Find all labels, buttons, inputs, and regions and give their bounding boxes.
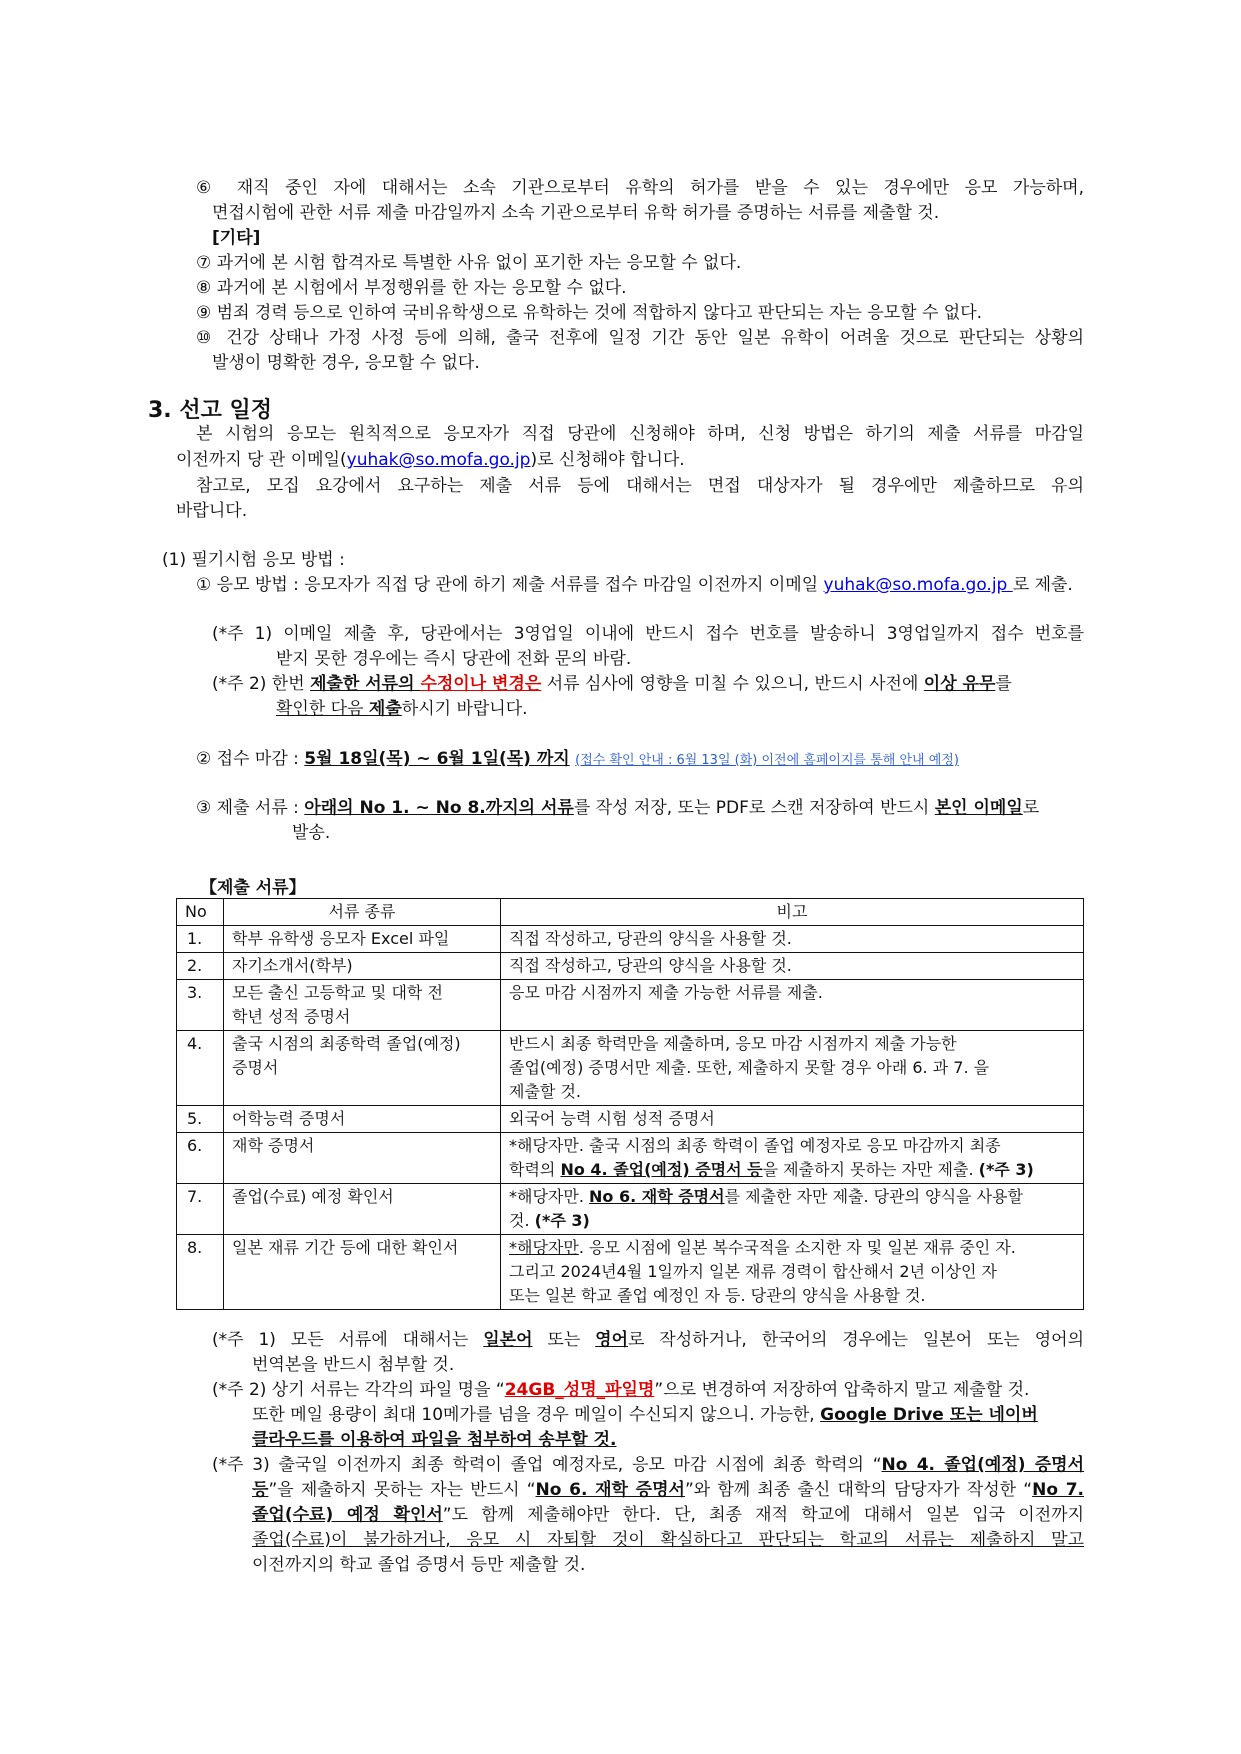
written-exam-heading: (1) 필기시험 응모 방법 : <box>162 550 345 570</box>
footnote-3-cont-2 <box>252 1503 1084 1527</box>
note-2-d: 서류 심사에 영향을 미칠 수 있으니, 반드시 사전에 <box>541 674 924 694</box>
fn3-a: (*주 3) 출국일 이전까지 최종 학력이 졸업 예정자로, 응모 마감 시점에 최종 학력의 “ <box>212 1455 882 1475</box>
row-kind: 어학능력 증명서 <box>224 1106 501 1133</box>
row-no: 8. <box>177 1235 224 1310</box>
row-remark-line: 제출할 것. <box>509 1082 581 1101</box>
row-kind: 졸업(수료) 예정 확인서 <box>224 1184 501 1235</box>
fn2-c: ”으로 변경하여 저장하여 압축하지 말고 제출할 것. <box>654 1380 1030 1400</box>
remark-emph: No 4. 졸업(예정) 증명서 등 <box>560 1160 763 1179</box>
fn2-line2-b: Google Drive 또는 네이버 <box>820 1405 1038 1425</box>
apply-method-text: ① 응모 방법 : 응모자가 직접 당 관에 하기 제출 서류를 접수 마감일 이전까지 이메일 <box>196 575 824 595</box>
row-kind: 자기소개서(학부) <box>224 953 501 980</box>
row-remark-line: 또는 일본 학교 졸업 예정인 자 등. 당관의 양식을 사용할 것. <box>509 1286 926 1305</box>
submit-docs-d: 본인 이메일 <box>934 798 1023 818</box>
row-remark <box>501 1133 1084 1184</box>
footnote-2-cont <box>252 1403 1038 1427</box>
note-2-a: (*주 2) 한번 <box>212 674 311 694</box>
row-kind-line: 학년 성적 증명서 <box>232 1007 351 1026</box>
row-kind-line: 모든 출신 고등학교 및 대학 전 <box>232 983 443 1002</box>
note-2-cont <box>276 697 528 721</box>
row-kind: 재학 증명서 <box>224 1133 501 1184</box>
note-2-line2-c: 하시기 바랍니다. <box>401 699 528 719</box>
row-remark-line: 졸업(예정) 증명서만 제출. 또한, 제출하지 못할 경우 아래 6. 과 7. 을 <box>509 1058 990 1077</box>
documents-table <box>176 898 1084 1310</box>
row-remark: 직접 작성하고, 당관의 양식을 사용할 것. <box>501 953 1084 980</box>
footnote-2-cont-2: 클라우드를 이용하여 파일을 첨부하여 송부할 것. <box>252 1430 617 1450</box>
fn2-a: (*주 2) 상기 서류는 각각의 파일 명을 “ <box>212 1380 505 1400</box>
note-1: (*주 1) 이메일 제출 후, 당관에서는 3영업일 이내에 반드시 접수 번호를 발송하니 3영업일까지 접수 번호를 <box>212 624 1084 644</box>
remark-text: *해당자만. <box>509 1187 589 1206</box>
remark-text: 것. <box>509 1211 535 1230</box>
row-no: 6. <box>177 1133 224 1184</box>
fn1-a: (*주 1) 모든 서류에 대해서는 <box>212 1330 484 1350</box>
header-kind: 서류 종류 <box>224 899 501 926</box>
fn3-l2-d: ”와 함께 최종 출신 대학의 담당자가 작성한 “ <box>684 1480 1033 1500</box>
row-remark-line: 반드시 최종 학력만을 제출하며, 응모 마감 시점까지 제출 가능한 <box>509 1034 957 1053</box>
row-remark: 응모 마감 시점까지 제출 가능한 서류를 제출. <box>501 980 1084 1031</box>
submit-docs-a: ③ 제출 서류 : <box>196 798 305 818</box>
row-kind-line: 증명서 <box>232 1058 279 1077</box>
remark-note-ref: (*주 3) <box>978 1160 1034 1179</box>
header-remark: 비고 <box>501 899 1084 926</box>
footnote-3-cont <box>252 1478 1084 1502</box>
remark-text: 학력의 <box>509 1160 561 1179</box>
note-2-line2-a: 확인한 다음 <box>276 699 369 719</box>
fn1-d: 영어 <box>595 1330 628 1350</box>
row-no: 4. <box>177 1031 224 1106</box>
row-remark: 외국어 능력 시험 성적 증명서 <box>501 1106 1084 1133</box>
row-remark-line <box>509 1236 1075 1260</box>
fn1-b: 일본어 <box>483 1330 533 1350</box>
table-row <box>177 1133 1084 1184</box>
row-kind <box>224 980 501 1031</box>
fn3-l3-b: ”도 함께 제출해야만 한다. 단, 최종 재적 학교에 대해서 일본 입국 이전까지 <box>442 1505 1084 1525</box>
note-2-highlight: 수정이나 변경은 <box>420 674 542 694</box>
table-row <box>177 1031 1084 1106</box>
remark-emph: No 6. 재학 증명서 <box>589 1187 725 1206</box>
submit-docs-b: 아래의 No 1. ~ No 8.까지의 서류 <box>304 798 574 818</box>
fn1-e: 로 작성하거나, 한국어의 경우에는 일본어 또는 영어의 <box>628 1330 1084 1350</box>
remark-text: . 응모 시점에 일본 복수국적을 소지한 자 및 일본 재류 중인 자. <box>578 1238 1016 1257</box>
footnote-3-cont-4: 이전까지의 학교 졸업 증명서 등만 제출할 것. <box>252 1555 586 1575</box>
row-remark-line: 그리고 2024년4월 1일까지 일본 재류 경력이 합산해서 2년 이상인 자 <box>509 1262 997 1281</box>
note-1-cont: 받지 못한 경우에는 즉시 당관에 전화 문의 바람. <box>276 649 632 669</box>
section-3-intro-cont <box>176 448 685 472</box>
remark-emph: *해당자만 <box>509 1238 579 1257</box>
apply-method-end: 로 제출. <box>1012 575 1073 595</box>
deadline <box>196 747 959 773</box>
apply-method <box>196 573 1073 597</box>
condition-item-9: ⑨ 범죄 경력 등으로 인하여 국비유학생으로 유학하는 것에 적합하지 않다고 판단되는 자는 응모할 수 없다. <box>196 303 983 323</box>
row-remark <box>501 1235 1084 1310</box>
intro-text-end: )로 신청해야 합니다. <box>530 450 685 470</box>
table-header-row <box>177 899 1084 926</box>
table-row <box>177 953 1084 980</box>
row-kind-line: 출국 시점의 최종학력 졸업(예정) <box>232 1034 461 1053</box>
note-2-f: 를 <box>995 674 1012 694</box>
submit-docs-c: 를 작성 저장, 또는 PDF로 스캔 저장하여 반드시 <box>573 798 935 818</box>
deadline-value: 5월 18일(목) ~ 6월 1일(목) 까지 <box>304 749 570 769</box>
email-link[interactable]: yuhak@so.mofa.go.jp <box>346 450 531 470</box>
remark-note-ref: (*주 3) <box>534 1211 590 1230</box>
footnote-1-cont: 번역본을 반드시 첨부할 것. <box>252 1355 455 1375</box>
footnote-2 <box>212 1378 1029 1402</box>
row-kind: 일본 재류 기간 등에 대한 확인서 <box>224 1235 501 1310</box>
footnote-1 <box>212 1328 1084 1352</box>
section-3-title: 3. 선고 일정 <box>148 398 272 423</box>
condition-item-8: ⑧ 과거에 본 시험에서 부정행위를 한 자는 응모할 수 없다. <box>196 278 627 298</box>
note-2 <box>212 672 1012 696</box>
row-remark <box>501 1031 1084 1106</box>
submit-docs-cont: 발송. <box>292 823 331 843</box>
row-kind: 학부 유학생 응모자 Excel 파일 <box>224 926 501 953</box>
row-remark-line <box>509 1158 1075 1182</box>
section-3-note-cont: 바랍니다. <box>176 501 248 521</box>
table-row <box>177 926 1084 953</box>
row-remark-line: *해당자만. 출국 시점의 최종 학력이 졸업 예정자로 응모 마감까지 최종 <box>509 1136 1001 1155</box>
row-remark: 직접 작성하고, 당관의 양식을 사용할 것. <box>501 926 1084 953</box>
fn3-l2-e: No 7. <box>1032 1480 1084 1500</box>
apply-email-link[interactable]: yuhak@so.mofa.go.jp <box>823 575 1013 595</box>
condition-item-10: ⑩ 건강 상태나 가정 사정 등에 의해, 출국 전후에 일정 기간 동안 일본 유학이 어려울 것으로 판단되는 상황의 <box>196 328 1084 348</box>
row-no: 7. <box>177 1184 224 1235</box>
table-row <box>177 1235 1084 1310</box>
fn2-filename: 24GB_성명_파일명 <box>504 1380 655 1400</box>
condition-item-6: ⑥ 재직 중인 자에 대해서는 소속 기관으로부터 유학의 허가를 받을 수 있는 경우에만 응모 가능하며, <box>196 178 1084 198</box>
footnote-3-cont-3: 졸업(수료)이 불가하거나, 응모 시 자퇴할 것이 확실하다고 판단되는 학교의 서류는 제출하지 말고 <box>252 1530 1084 1550</box>
remark-text: 를 제출한 자만 제출. 당관의 양식을 사용할 <box>724 1187 1023 1206</box>
row-remark <box>501 1184 1084 1235</box>
row-no: 1. <box>177 926 224 953</box>
submit-docs <box>196 796 1039 820</box>
fn1-c: 또는 <box>532 1330 596 1350</box>
remark-text: 을 제출하지 못하는 자만 제출. <box>762 1160 979 1179</box>
fn3-l2-a: 등 <box>252 1480 269 1500</box>
fn2-line2-a: 또한 메일 용량이 최대 10메가를 넘을 경우 메일이 수신되지 않으니. 가능한, <box>252 1405 821 1425</box>
row-kind <box>224 1031 501 1106</box>
other-heading: [기타] <box>212 228 261 248</box>
footnote-3 <box>212 1453 1084 1477</box>
row-no: 5. <box>177 1106 224 1133</box>
row-remark-line <box>509 1185 1075 1209</box>
table-row <box>177 1106 1084 1133</box>
note-2-b: 제출한 서류의 <box>310 674 421 694</box>
table-title: 【제출 서류】 <box>200 878 306 898</box>
intro-text: 이전까지 당 관 이메일( <box>176 450 347 470</box>
row-no: 3. <box>177 980 224 1031</box>
fn3-l3-a: 졸업(수료) 예정 확인서 <box>252 1505 443 1525</box>
submit-docs-e: 로 <box>1022 798 1040 818</box>
note-2-line2-b: 제출 <box>368 699 402 719</box>
row-remark-line <box>509 1209 1075 1233</box>
condition-item-6-cont: 면접시험에 관한 서류 제출 마감일까지 소속 기관으로부터 유학 허가를 증명하는 서류를 제출할 것. <box>212 203 940 223</box>
fn3-l2-b: ”을 제출하지 못하는 자는 반드시 “ <box>268 1480 536 1500</box>
condition-item-10-cont: 발생이 명확한 경우, 응모할 수 없다. <box>212 353 480 373</box>
deadline-label: ② 접수 마감 : <box>196 749 305 769</box>
deadline-note: (접수 확인 안내 : 6월 13일 (화) 이전에 홈페이지를 통해 안내 예정) <box>575 753 959 768</box>
condition-item-7: ⑦ 과거에 본 시험 합격자로 특별한 사유 없이 포기한 자는 응모할 수 없다. <box>196 253 742 273</box>
header-no: No <box>177 899 224 926</box>
table-row <box>177 980 1084 1031</box>
fn3-l2-c: No 6. 재학 증명서 <box>535 1480 685 1500</box>
section-3-intro: 본 시험의 응모는 원칙적으로 응모자가 직접 당관에 신청해야 하며, 신청 방법은 하기의 제출 서류를 마감일 <box>196 424 1084 444</box>
fn3-b: No 4. 졸업(예정) 증명서 <box>881 1455 1084 1475</box>
table-row <box>177 1184 1084 1235</box>
section-3-note: 참고로, 모집 요강에서 요구하는 제출 서류 등에 대해서는 면접 대상자가 될 경우에만 제출하므로 유의 <box>196 476 1084 496</box>
row-no: 2. <box>177 953 224 980</box>
note-2-e: 이상 유무 <box>923 674 996 694</box>
